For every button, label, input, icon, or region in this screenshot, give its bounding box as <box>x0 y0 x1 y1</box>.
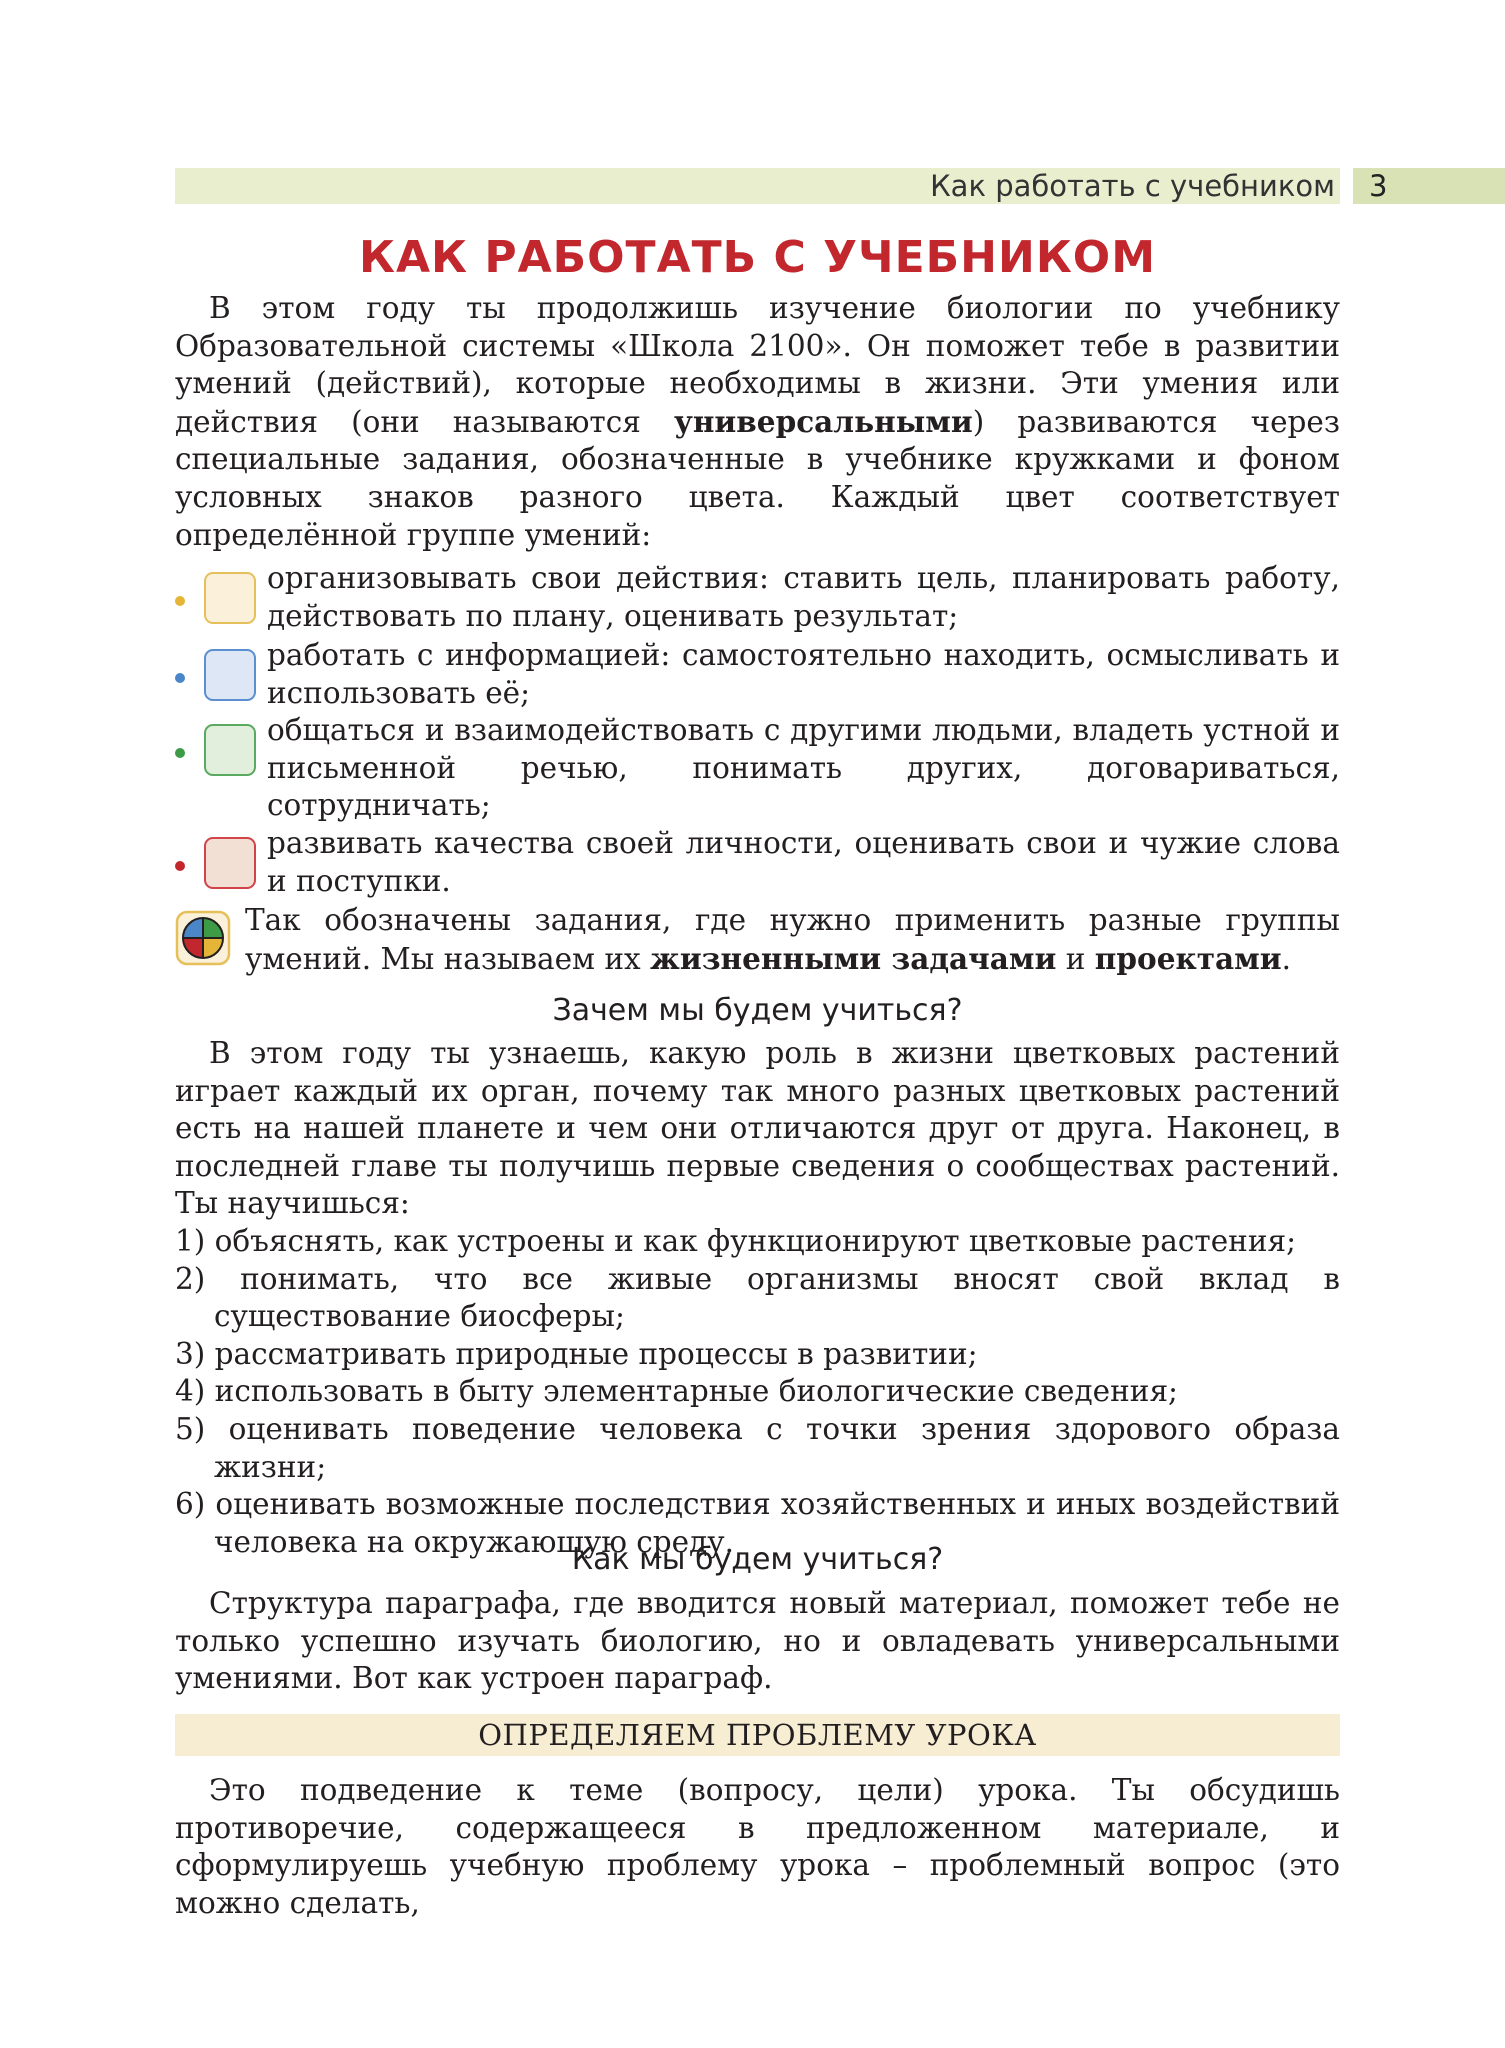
combo-text-3: . <box>1281 941 1292 976</box>
goal-item: 3) рассматривать природные процессы в развитии; <box>175 1336 978 1371</box>
intro-paragraph <box>175 290 1340 554</box>
learning-goals-list <box>175 1223 1340 1561</box>
goal-item: 5) оценивать поведение человека с точки зрения здорового образа жизни; <box>175 1411 1340 1484</box>
yellow-square-icon <box>204 572 256 624</box>
intro-text-start: В этом году ты продолжишь изучение биологии по учебнику Образовательной системы «Школа 2100». Он поможет тебе в развитии умений (действий), которые необходимы в жизни. Эти умения или действия (они называются <box>175 291 1340 439</box>
why-paragraph: В этом году ты узнаешь, какую роль в жизни цветковых растений играет каждый их орган, почему так много разных цветковых растений есть на нашей планете и чем они отличаются друг от друга. Наконец, в последней главе ты получишь первые сведения о сообществах растений. Ты научишься: <box>175 1036 1340 1221</box>
intro-bold-term: универсальными <box>673 403 973 439</box>
goal-item: 2) понимать, что все живые организмы вносят свой вклад в существование биосферы; <box>175 1261 1340 1334</box>
combo-bold-life-tasks: жизненными задачами <box>650 940 1057 976</box>
how-heading: Как мы будем учиться? <box>571 1542 944 1577</box>
section-label: ОПРЕДЕЛЯЕМ ПРОБЛЕМУ УРОКА <box>478 1718 1037 1752</box>
skill-text: организовывать свои действия: ставить цель, планировать работу, действовать по плану, оценивать результат; <box>267 561 1340 633</box>
combo-text-2: и <box>1056 941 1095 976</box>
page-title: КАК РАБОТАТЬ С УЧЕБНИКОМ <box>359 232 1156 283</box>
why-heading: Зачем мы будем учиться? <box>552 993 963 1028</box>
red-square-icon <box>204 837 256 889</box>
skill-text: общаться и взаимодействовать с другими людьми, владеть устной и письменной речью, понимать других, договариваться, сотрудничать; <box>267 713 1340 823</box>
goal-item: 6) оценивать возможные последствия хозяйственных и иных воздействий человека на окружающую среду. <box>175 1487 1340 1559</box>
four-color-circle-icon <box>175 910 231 966</box>
blue-dot-icon <box>175 673 185 683</box>
combo-bold-projects: проектами <box>1094 940 1282 976</box>
red-dot-icon <box>175 861 185 871</box>
green-dot-icon <box>175 748 185 758</box>
section-paragraph: Это подведение к теме (вопросу, цели) урока. Ты обсудишь противоречие, содержащееся в предложенном материале, и сформулируешь учебную проблему урока – проблемный вопрос (это можно сделать, <box>175 1773 1340 1920</box>
running-header-title: Как работать с учебником <box>930 169 1335 203</box>
blue-square-icon <box>204 649 256 701</box>
skill-text: работать с информацией: самостоятельно находить, осмысливать и использовать её; <box>267 638 1340 710</box>
combined-tasks-paragraph <box>245 902 1340 978</box>
green-square-icon <box>204 724 256 776</box>
combo-text-1: Так обозначены задания, где нужно применить разные группы умений. Мы называем их <box>245 903 1340 976</box>
how-paragraph: Структура параграфа, где вводится новый материал, поможет тебе не только успешно изучать биологию, но и овладевать универсальными умениями. Вот как устроен параграф. <box>175 1586 1340 1696</box>
goal-item: 1) объяснять, как устроены и как функционируют цветковые растения; <box>175 1224 1297 1258</box>
yellow-dot-icon <box>175 596 185 606</box>
page-number: 3 <box>1369 169 1388 203</box>
intro-text-end: ) развиваются через специальные задания, обозначенные в учебнике кружками и фоном условных знаков разного цвета. Каждый цвет соответствует определённой группе умений: <box>175 404 1340 552</box>
goal-item: 4) использовать в быту элементарные биологические сведения; <box>175 1374 1178 1409</box>
skill-text: развивать качества своей личности, оценивать свои и чужие слова и поступки. <box>267 826 1340 898</box>
